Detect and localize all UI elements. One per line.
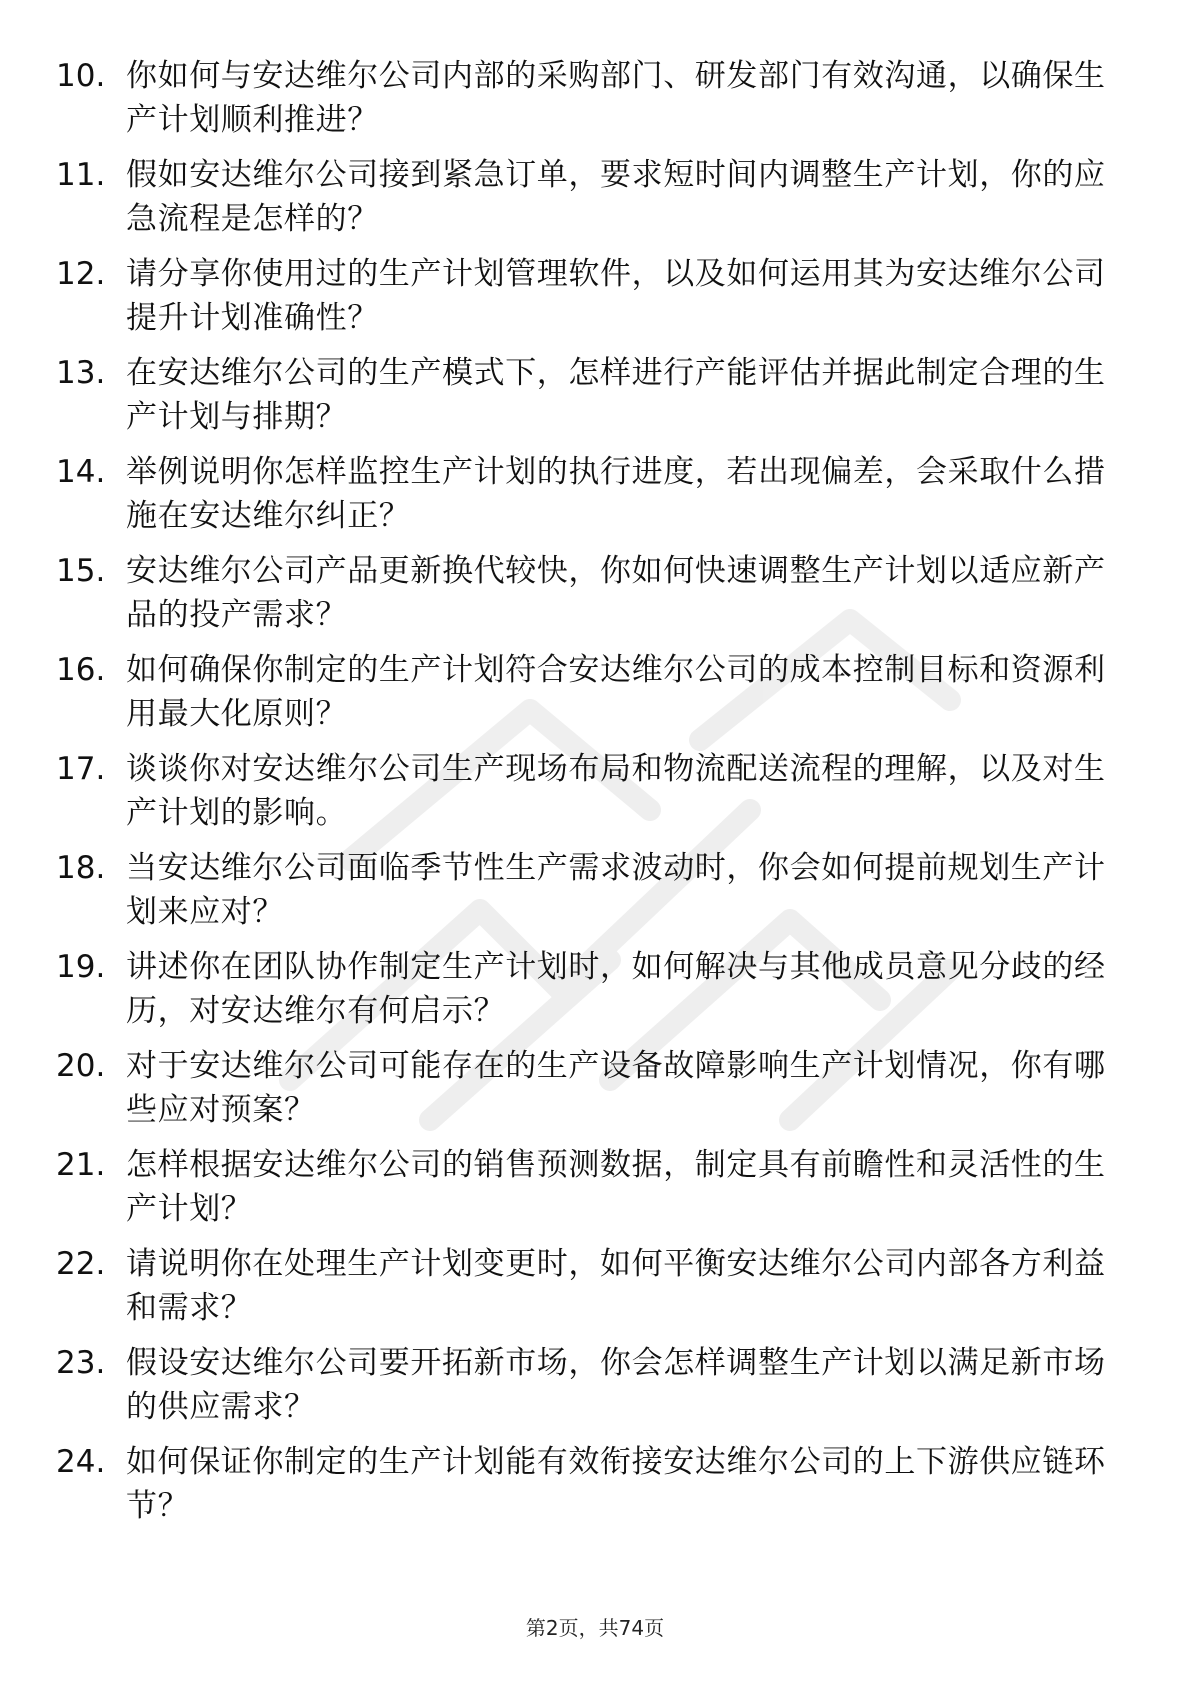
- question-text: 如何保证你制定的生产计划能有效衔接安达维尔公司的上下游供应链环节？: [126, 1444, 1106, 1524]
- question-number: 17.: [56, 751, 106, 787]
- question-number: 11.: [56, 157, 106, 193]
- question-number: 21.: [56, 1147, 106, 1183]
- question-item: [56, 1242, 1136, 1341]
- question-item: [56, 153, 1136, 252]
- question-text: 请分享你使用过的生产计划管理软件，以及如何运用其为安达维尔公司提升计划准确性？: [126, 256, 1106, 336]
- question-text: 当安达维尔公司面临季节性生产需求波动时，你会如何提前规划生产计划来应对？: [126, 850, 1106, 930]
- question-text: 安达维尔公司产品更新换代较快，你如何快速调整生产计划以适应新产品的投产需求？: [126, 553, 1106, 633]
- question-item: [56, 252, 1136, 351]
- question-item: [56, 846, 1136, 945]
- question-item: [56, 54, 1136, 153]
- question-number: 12.: [56, 256, 106, 292]
- question-number: 14.: [56, 454, 106, 490]
- question-item: [56, 648, 1136, 747]
- question-text: 如何确保你制定的生产计划符合安达维尔公司的成本控制目标和资源利用最大化原则？: [126, 652, 1106, 732]
- question-text: 举例说明你怎样监控生产计划的执行进度，若出现偏差，会采取什么措施在安达维尔纠正？: [126, 454, 1106, 534]
- question-number: 20.: [56, 1048, 106, 1084]
- question-number: 18.: [56, 850, 106, 886]
- question-text: 你如何与安达维尔公司内部的采购部门、研发部门有效沟通，以确保生产计划顺利推进？: [126, 58, 1106, 138]
- question-number: 16.: [56, 652, 106, 688]
- question-item: [56, 351, 1136, 450]
- page-number-footer: 第2页，共74页: [525, 1616, 665, 1640]
- question-item: [56, 1044, 1136, 1143]
- question-list: [56, 54, 1136, 1539]
- question-number: 22.: [56, 1246, 106, 1282]
- question-number: 10.: [56, 58, 106, 94]
- question-number: 24.: [56, 1444, 106, 1480]
- question-text: 怎样根据安达维尔公司的销售预测数据，制定具有前瞻性和灵活性的生产计划？: [126, 1147, 1106, 1227]
- question-number: 13.: [56, 355, 106, 391]
- question-item: [56, 450, 1136, 549]
- question-item: [56, 1440, 1136, 1539]
- question-item: [56, 1341, 1136, 1440]
- question-text: 假如安达维尔公司接到紧急订单，要求短时间内调整生产计划，你的应急流程是怎样的？: [126, 157, 1106, 237]
- question-number: 15.: [56, 553, 106, 589]
- question-item: [56, 747, 1136, 846]
- question-item: [56, 549, 1136, 648]
- question-text: 对于安达维尔公司可能存在的生产设备故障影响生产计划情况，你有哪些应对预案？: [126, 1048, 1106, 1128]
- question-item: [56, 1143, 1136, 1242]
- question-text: 请说明你在处理生产计划变更时，如何平衡安达维尔公司内部各方利益和需求？: [126, 1246, 1106, 1326]
- question-item: [56, 945, 1136, 1044]
- question-number: 19.: [56, 949, 106, 985]
- question-text: 讲述你在团队协作制定生产计划时，如何解决与其他成员意见分歧的经历，对安达维尔有何启示？: [126, 949, 1106, 1029]
- question-text: 假设安达维尔公司要开拓新市场，你会怎样调整生产计划以满足新市场的供应需求？: [126, 1345, 1106, 1425]
- question-text: 在安达维尔公司的生产模式下，怎样进行产能评估并据此制定合理的生产计划与排期？: [126, 355, 1106, 435]
- question-text: 谈谈你对安达维尔公司生产现场布局和物流配送流程的理解，以及对生产计划的影响。: [126, 751, 1106, 831]
- question-number: 23.: [56, 1345, 106, 1381]
